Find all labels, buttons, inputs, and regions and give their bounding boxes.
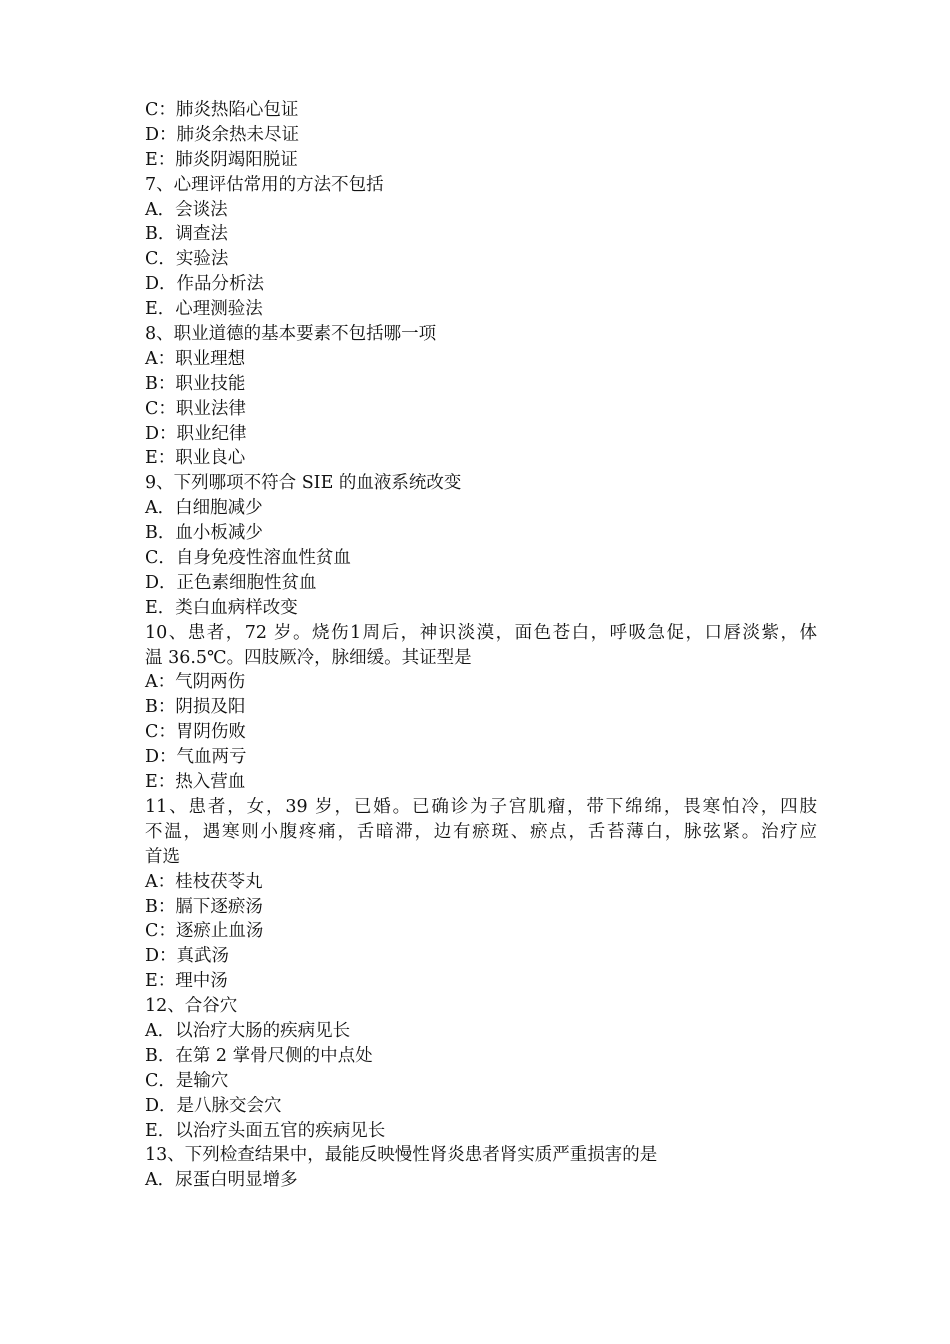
question-line: 9、下列哪项不符合 SIE 的血液系统改变 xyxy=(145,473,462,494)
option-line: E：理中汤 xyxy=(145,971,228,992)
question-line: 不温，遇寒则小腹疼痛，舌暗滞，边有瘀斑、瘀点，舌苔薄白，脉弦紧。治疗应 xyxy=(145,821,817,842)
option-line: A．以治疗大肠的疾病见长 xyxy=(145,1020,351,1041)
question-line: 温 36.5℃。四肢厥冷，脉细缓。其证型是 xyxy=(145,647,472,668)
option-line: A：桂枝茯苓丸 xyxy=(145,871,263,892)
option-line: C：胃阴伤败 xyxy=(145,722,246,743)
option-line: C．是输穴 xyxy=(145,1070,229,1091)
option-line: C．实验法 xyxy=(145,249,229,270)
question-line: 8、职业道德的基本要素不包括哪一项 xyxy=(145,324,437,345)
option-line: D：肺炎余热未尽证 xyxy=(145,124,300,145)
option-line: D．是八脉交会穴 xyxy=(145,1095,282,1116)
option-line: E：职业良心 xyxy=(145,448,246,469)
option-line: E．心理测验法 xyxy=(145,299,263,320)
question-line: 13、下列检查结果中，最能反映慢性肾炎患者肾实质严重损害的是 xyxy=(145,1145,658,1166)
question-line: 12、合谷穴 xyxy=(145,996,238,1017)
option-line: B．在第 2 掌骨尺侧的中点处 xyxy=(145,1045,373,1066)
question-line: 11、患者，女，39 岁，已婚。已确诊为子宫肌瘤，带下绵绵，畏寒怕冷，四肢 xyxy=(145,796,817,817)
option-line: A．会谈法 xyxy=(145,199,228,220)
option-line: E．以治疗头面五官的疾病见长 xyxy=(145,1120,386,1141)
option-line: D：气血两亏 xyxy=(145,747,247,768)
option-line: B．血小板减少 xyxy=(145,523,263,544)
option-line: B：职业技能 xyxy=(145,373,246,394)
option-line: A：职业理想 xyxy=(145,348,246,369)
option-line: A．尿蛋白明显增多 xyxy=(145,1170,298,1191)
option-line: D．正色素细胞性贫血 xyxy=(145,572,317,593)
option-line: E：肺炎阴竭阳脱证 xyxy=(145,149,298,170)
question-line: 首选 xyxy=(145,846,180,867)
option-line: D：真武汤 xyxy=(145,946,230,967)
option-line: A：气阴两伤 xyxy=(145,672,246,693)
option-line: D：职业纪律 xyxy=(145,423,247,444)
question-line: 10、患者，72 岁。烧伤1周后，神识淡漠，面色苍白，呼吸急促，口唇淡紫，体 xyxy=(145,622,817,643)
question-line: 7、心理评估常用的方法不包括 xyxy=(145,174,384,195)
option-line: D．作品分析法 xyxy=(145,274,265,295)
option-line: B：阴损及阳 xyxy=(145,697,246,718)
option-line: C：肺炎热陷心包证 xyxy=(145,100,299,120)
document-page xyxy=(145,98,817,1193)
option-line: E：热入营血 xyxy=(145,772,246,793)
option-line: A．白细胞减少 xyxy=(145,498,263,519)
option-line: C．自身免疫性溶血性贫血 xyxy=(145,548,351,569)
option-line: B：膈下逐瘀汤 xyxy=(145,896,263,917)
option-line: C：职业法律 xyxy=(145,398,246,419)
option-line: B．调查法 xyxy=(145,224,228,245)
option-line: E．类白血病样改变 xyxy=(145,597,298,618)
option-line: C：逐瘀止血汤 xyxy=(145,921,264,942)
